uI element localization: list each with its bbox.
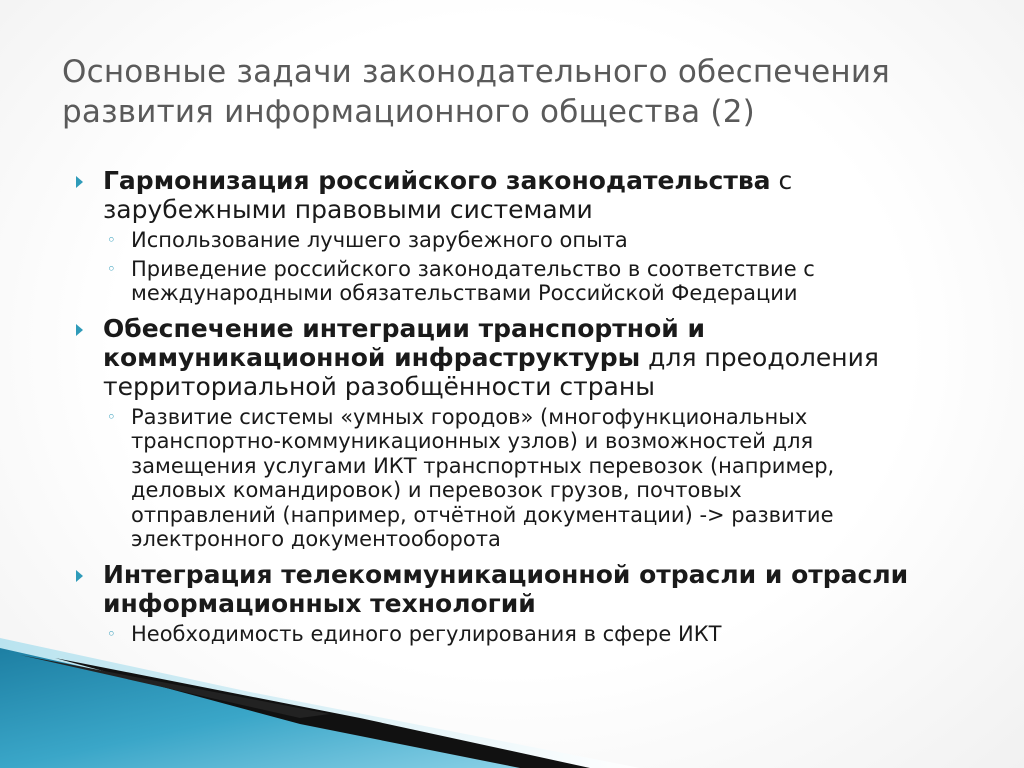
ring-bullet-icon: ◦	[107, 407, 116, 426]
sub-bullet-text: Приведение российского законодательство в соответствие с	[131, 256, 815, 281]
decorative-wave-graphic	[0, 600, 1024, 768]
bullet-bold-text: Интеграция телекоммуникационной отрасли и отрасли	[103, 559, 909, 589]
bullet-bold-text: коммуникационной инфраструктуры	[103, 342, 641, 372]
ring-bullet-icon: ◦	[107, 624, 116, 643]
sub-bullet-text: электронного документооборота	[131, 527, 501, 551]
bullet-group-1	[0, 166, 1024, 306]
bullet-text: с	[770, 166, 793, 195]
bullet-bold-text: информационных технологий	[103, 588, 536, 618]
bullet-line	[103, 343, 984, 372]
bullet-text: для преодоления	[640, 342, 879, 372]
bullet-text: зарубежными правовыми системами	[103, 195, 593, 224]
sub-bullet-text: Развитие системы «умных городов» (многофункциональных	[131, 404, 808, 429]
bullet-text: территориальной разобщённости страны	[103, 371, 655, 401]
bullet-bold-text	[103, 314, 984, 343]
ring-bullet-icon: ◦	[107, 259, 116, 278]
bullet-level2	[0, 257, 1024, 306]
bullet-bold-text	[103, 560, 984, 589]
slide-title-line-1: Основные задачи законодательного обеспечения	[62, 54, 891, 90]
bullet-level1	[0, 166, 1024, 224]
bullet-bold-text: Обеспечение интеграции транспортной и	[103, 313, 705, 343]
ring-bullet-icon: ◦	[107, 231, 116, 249]
bullet-group-2	[0, 314, 1024, 552]
slide-title	[62, 52, 982, 132]
sub-bullet-text: отправлений (например, отчётной документации) -> развитие	[131, 502, 834, 527]
triangle-bullet-icon	[76, 176, 83, 188]
bullet-level1	[0, 314, 1024, 401]
bullet-line	[103, 166, 984, 195]
sub-bullet-text: деловых командировок) и перевозок грузов, почтовых	[131, 478, 742, 502]
bullet-bold-text: Гармонизация российского законодательства	[103, 166, 771, 195]
bullet-level2	[0, 228, 1024, 253]
slide-title-line-2: развития информационного общества (2)	[62, 94, 755, 130]
triangle-bullet-icon	[76, 324, 83, 336]
sub-bullet-text: Необходимость единого регулирования в сфере ИКТ	[131, 621, 722, 646]
slide-content	[0, 166, 1024, 654]
sub-bullet-text: Использование лучшего зарубежного опыта	[131, 228, 628, 252]
sub-bullet-text: замещения услугами ИКТ транспортных перевозок (например,	[131, 453, 835, 478]
bullet-level2	[0, 405, 1024, 552]
triangle-bullet-icon	[76, 570, 83, 582]
sub-bullet-text: транспортно-коммуникационных узлов) и возможностей для	[131, 429, 814, 453]
sub-bullet-text: международными обязательствами Российской Федерации	[131, 281, 798, 305]
